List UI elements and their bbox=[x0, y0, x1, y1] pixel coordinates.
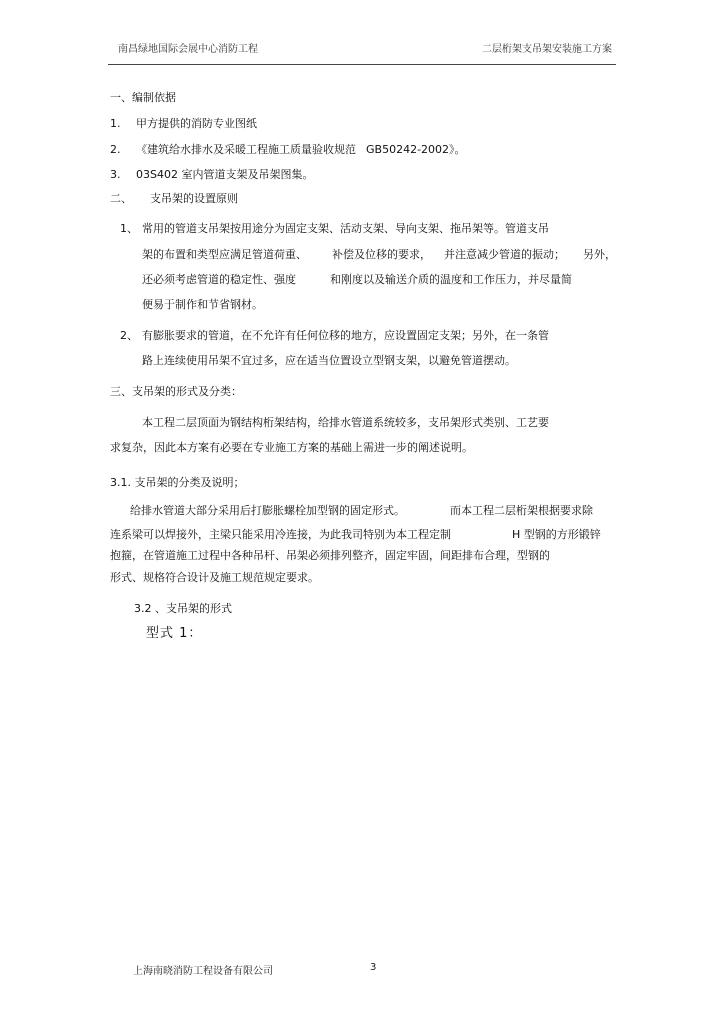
subsection-3-1-line-4: 形式、规格符合设计及施工规范规定要求。 bbox=[110, 571, 319, 584]
section-2-para-1-line-2c: 并注意减少管道的振动； bbox=[444, 248, 565, 261]
subsection-3-1-line-3: 抱箍，在管道施工过程中各种吊杆、吊架必须排列整齐，固定牢固，间距排布合理，型钢的 bbox=[110, 549, 550, 562]
section-3-heading: 三、支吊架的形式及分类： bbox=[110, 385, 242, 398]
section-1-item-2-text: 《建筑给水排水及采暖工程施工质量验收规范 bbox=[136, 143, 356, 156]
section-1-item-3-text: 03S402 室内管道支架及吊架图集。 bbox=[136, 168, 314, 181]
section-2-para-2-line-2: 路上连续使用吊架不宜过多，应在适当位置设立型钢支架，以避免管道摆动。 bbox=[142, 354, 516, 367]
header-divider bbox=[108, 64, 616, 65]
section-2-para-1-line-4: 便易于制作和节省钢材。 bbox=[142, 298, 263, 311]
section-2-para-2-number: 2、 bbox=[120, 329, 138, 342]
section-1-item-1-number: 1. bbox=[110, 117, 121, 130]
subsection-3-1-line-2b: H 型钢的方形锻锌 bbox=[512, 528, 601, 541]
section-1-heading: 一、编制依据 bbox=[110, 91, 176, 104]
section-1-item-1-text: 甲方提供的消防专业图纸 bbox=[136, 117, 257, 130]
section-3-para-line-2: 求复杂，因此本方案有必要在专业施工方案的基础上需进一步的阐述说明。 bbox=[110, 441, 473, 454]
section-1-item-2-code: GB50242-2002》。 bbox=[366, 143, 466, 156]
subsection-3-2-heading: 3.2 、支吊架的形式 bbox=[134, 602, 232, 615]
subsection-3-1-heading: 3.1. 支吊架的分类及说明； bbox=[110, 476, 245, 489]
section-2-para-1-line-2d: 另外， bbox=[583, 248, 616, 261]
section-2-heading: 支吊架的设置原则 bbox=[150, 192, 238, 205]
section-2-number: 二、 bbox=[110, 192, 132, 205]
subsection-3-1-line-2a: 连系梁可以焊接外，主梁只能采用冷连接，为此我司特别为本工程定制 bbox=[110, 528, 451, 541]
section-2-para-2-line-1: 有膨胀要求的管道，在不允许有任何位移的地方，应设置固定支架；另外，在一条管 bbox=[142, 329, 549, 342]
subsection-3-1-line-1a: 给排水管道大部分采用后打膨胀螺栓加型钢的固定形式。 bbox=[130, 504, 405, 517]
footer-page-number: 3 bbox=[370, 962, 377, 973]
section-2-para-1-line-2a: 架的布置和类型应满足管道荷重、 bbox=[142, 248, 307, 261]
section-2-para-1-line-3a: 还必须考虑管道的稳定性、强度 bbox=[142, 273, 296, 286]
footer-company: 上海南晓消防工程设备有限公司 bbox=[133, 966, 273, 977]
section-2-para-1-line-3b: 和刚度以及输送介质的温度和工作压力，并尽量简 bbox=[330, 273, 572, 286]
subsection-3-1-line-1b: 而本工程二层桁架根据要求除 bbox=[450, 504, 593, 517]
section-2-para-1-line-2b: 补偿及位移的要求， bbox=[332, 248, 431, 261]
section-2-para-1-line-1: 常用的管道支吊架按用途分为固定支架、活动支架、导向支架、拖吊架等。管道支吊 bbox=[142, 222, 549, 235]
header-left-title: 南昌绿地国际会展中心消防工程 bbox=[118, 44, 258, 55]
section-1-item-2-number: 2. bbox=[110, 143, 121, 156]
type-1-label: 型式 1： bbox=[146, 626, 203, 641]
section-1-item-3-number: 3. bbox=[110, 168, 121, 181]
section-3-para-line-1: 本工程二层顶面为钢结构桁架结构，给排水管道系统较多，支吊架形式类别、工艺要 bbox=[142, 416, 549, 429]
header-right-title: 二层桁架支吊架安装施工方案 bbox=[482, 44, 612, 55]
section-2-para-1-number: 1、 bbox=[120, 222, 138, 235]
